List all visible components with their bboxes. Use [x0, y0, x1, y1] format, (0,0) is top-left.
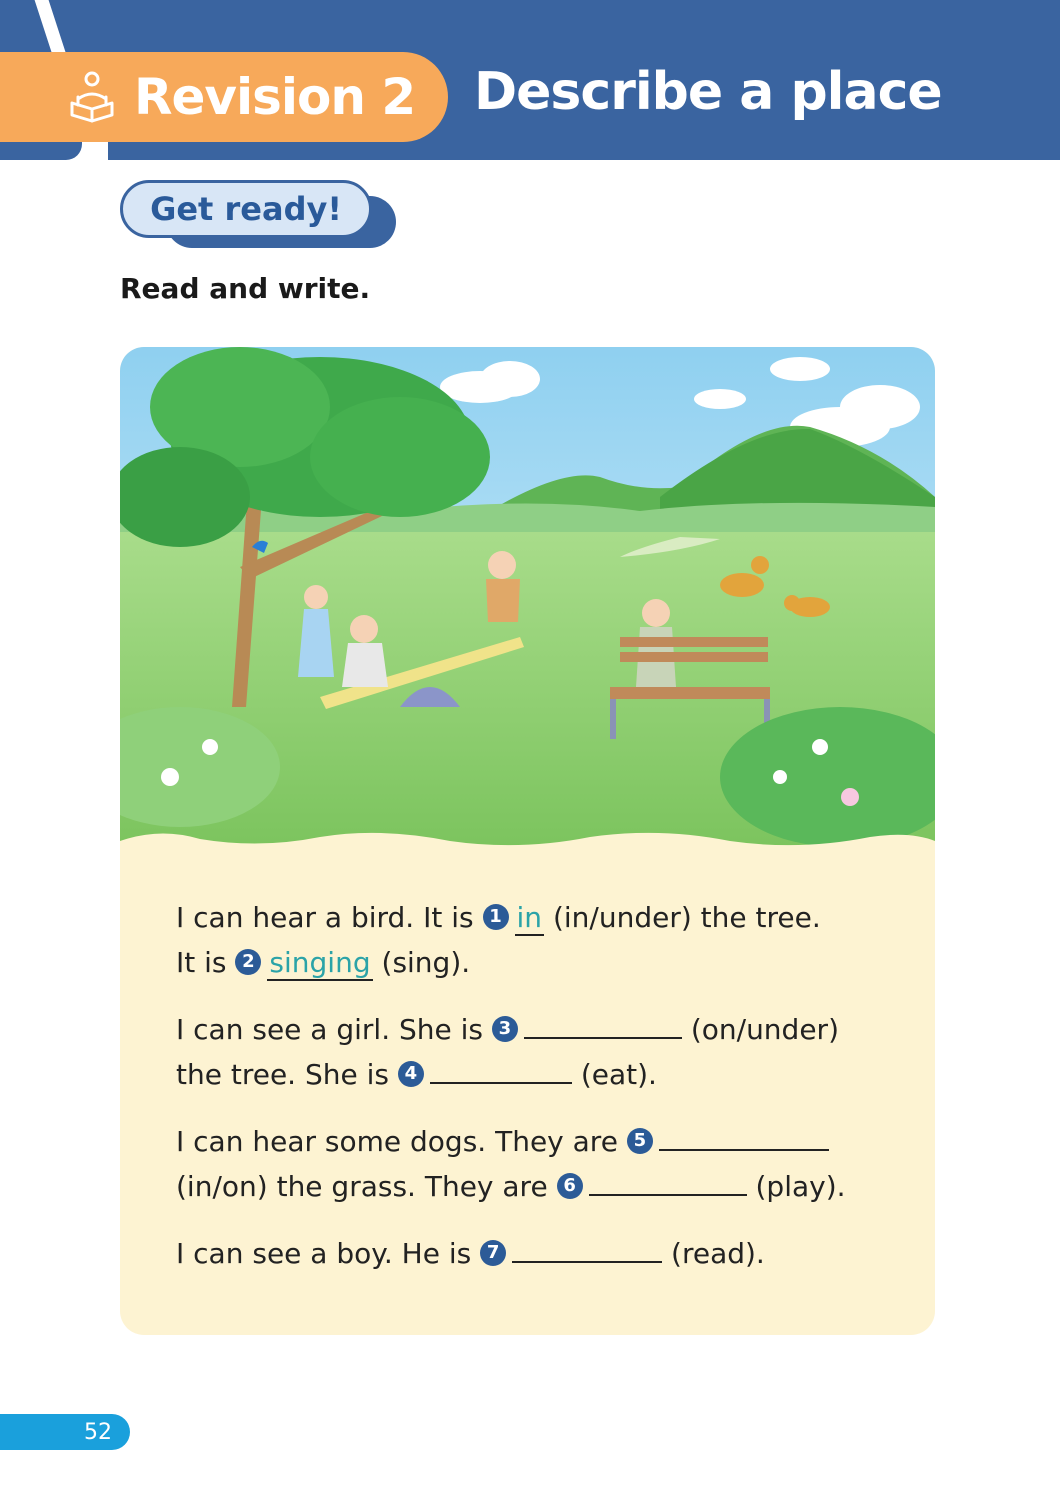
blank-6[interactable]	[589, 1166, 747, 1196]
paragraph-girl	[176, 1007, 916, 1097]
question-number: 4	[398, 1061, 424, 1087]
text-segment: the tree. She is	[176, 1058, 389, 1091]
question-number: 2	[235, 949, 261, 975]
blank-3[interactable]	[524, 1009, 682, 1039]
paragraph-bird	[176, 895, 916, 985]
text-segment: (read).	[671, 1237, 765, 1270]
blank-5[interactable]	[659, 1121, 829, 1151]
paragraph-dogs	[176, 1119, 916, 1209]
header-notch-shadow	[0, 140, 82, 160]
text-segment: (play).	[755, 1170, 846, 1203]
text-segment: (in/under) the tree.	[552, 901, 821, 934]
question-number: 1	[483, 904, 509, 930]
get-ready-badge: Get ready!	[120, 180, 372, 238]
question-number: 3	[492, 1016, 518, 1042]
text-segment: I can see a girl. She is	[176, 1013, 484, 1046]
instruction: Read and write.	[120, 272, 371, 305]
question-number: 7	[480, 1240, 506, 1266]
text-segment: It is	[176, 946, 227, 979]
text-segment: I can hear some dogs. They are	[176, 1125, 618, 1158]
park-illustration	[120, 347, 935, 847]
question-number: 6	[557, 1173, 583, 1199]
question-number: 5	[627, 1128, 653, 1154]
blank-4[interactable]	[430, 1054, 572, 1084]
answer-2[interactable]: singing	[269, 946, 371, 979]
blank-7[interactable]	[512, 1233, 662, 1263]
reading-person-icon	[64, 69, 120, 125]
text-segment: (on/under)	[690, 1013, 839, 1046]
text-segment: I can hear a bird. It is	[176, 901, 474, 934]
revision-label: Revision 2	[134, 68, 416, 126]
page-title: Describe a place	[474, 62, 942, 122]
paragraph-boy	[176, 1231, 916, 1276]
exercise-card	[120, 347, 935, 1335]
text-segment: (in/on) the grass. They are	[176, 1170, 548, 1203]
text-segment: (sing).	[381, 946, 471, 979]
answer-1[interactable]: in	[516, 901, 543, 934]
page-number: 52	[0, 1414, 130, 1450]
text-segment: (eat).	[580, 1058, 657, 1091]
revision-pill	[0, 52, 448, 142]
exercise-text	[176, 895, 916, 1298]
text-segment: I can see a boy. He is	[176, 1237, 472, 1270]
